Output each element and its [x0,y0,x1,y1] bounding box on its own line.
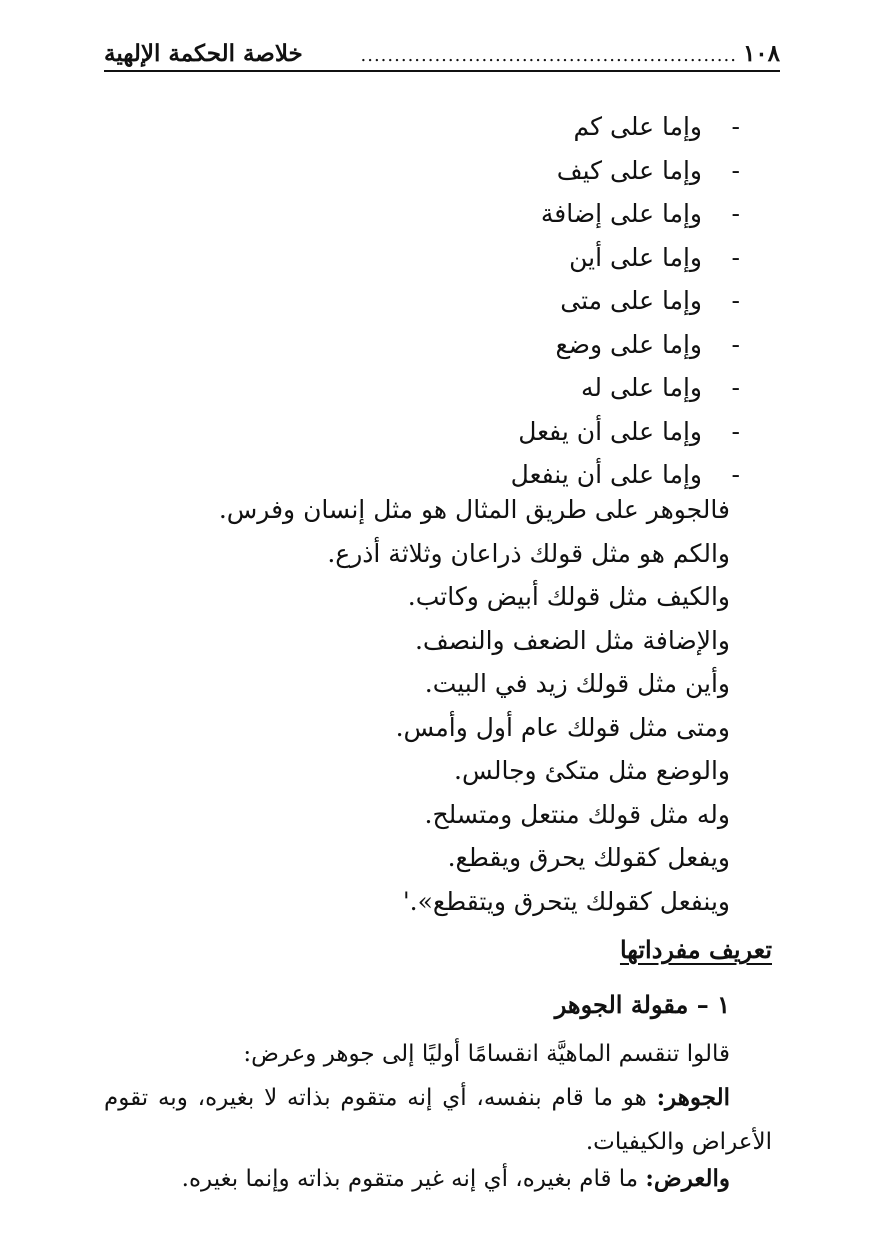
list-item [511,236,740,280]
term-substance: الجوهر: [656,1084,730,1111]
list-bullet: - [731,460,740,489]
list-item-text: وإما على إضافة [540,199,702,228]
example-line: والكيف مثل قولك أبيض وكاتب. [407,582,730,611]
sub-heading: ١ – مقولة الجوهر [554,990,730,1019]
list-item [511,192,740,236]
list-item [511,149,740,193]
example-line: وأين مثل قولك زيد في البيت. [424,669,730,698]
list-item-text: وإما على أن ينفعل [510,460,702,489]
list-item-text: وإما على كيف [556,155,702,185]
list-item-text: وإما على له [581,373,702,402]
book-title: خلاصة الحكمة الإلهية [104,40,303,67]
section-heading: تعريف مفرداتها [619,935,772,964]
list-item [511,323,740,367]
accident-text: ما قام بغيره، أي إنه غير متقوم بذاته وإنما بغيره. [181,1166,646,1192]
accident-definition [182,1157,730,1201]
example-line: ويفعل كقولك يحرق ويقطع. [447,843,730,872]
list-item [511,279,740,323]
substance-text: هو ما قام بنفسه، أي إنه متقوم بذاته لا بغيره، وبه تقوم الأعراض والكيفيات. [104,1085,772,1155]
header-leader-dots: ........................................................ [360,45,737,66]
list-bullet: - [731,416,740,446]
list-bullet: - [731,329,740,359]
list-bullet: - [731,155,740,185]
page-number: ١٠٨ [742,40,780,67]
list-item [511,366,740,410]
example-line: والإضافة مثل الضعف والنصف. [414,625,730,655]
category-examples [219,488,730,923]
term-accident: والعرض: [645,1165,730,1192]
example-line: والوضع مثل متكئ وجالس. [454,756,730,785]
list-item-text: وإما على أين [569,242,702,272]
example-line: والكم هو مثل قولك ذراعان وثلاثة أذرع. [327,538,730,568]
example-line: وله مثل قولك منتعل ومتسلح. [424,799,730,829]
list-bullet: - [731,286,740,315]
example-line: فالجوهر على طريق المثال هو مثل إنسان وفرس. [218,495,730,524]
substance-definition [104,1076,772,1164]
list-bullet: - [731,199,740,228]
list-item-text: وإما على متى [560,286,702,315]
list-bullet: - [731,112,740,141]
list-item [511,105,740,149]
list-bullet: - [731,373,740,402]
list-bullet: - [731,242,740,272]
categories-list [511,105,740,497]
list-item-text: وإما على وضع [555,329,702,359]
running-header [104,30,780,72]
list-item-text: وإما على كم [573,112,702,141]
list-item [511,410,740,454]
list-item-text: وإما على أن يفعل [518,416,702,446]
example-line: وينفعل كقولك يتحرق ويتقطع».' [402,886,730,916]
intro-paragraph: قالوا تنقسم الماهيَّة انقسامًا أوليًا إلى جوهر وعرض: [243,1041,730,1067]
example-line: ومتى مثل قولك عام أول وأمس. [395,712,730,742]
